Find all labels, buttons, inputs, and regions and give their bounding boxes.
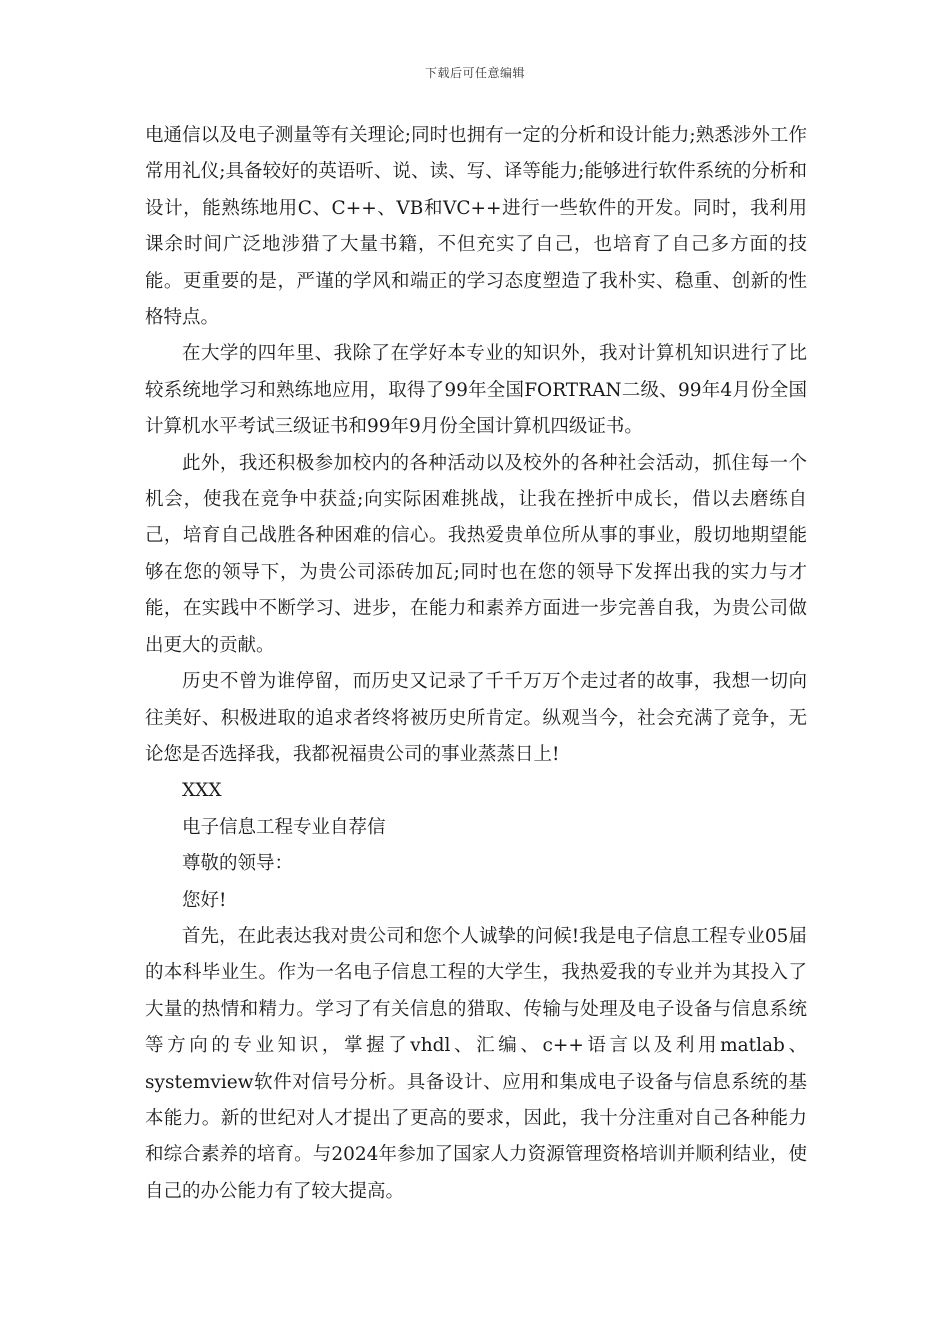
letter-title: 电子信息工程专业自荐信 xyxy=(182,816,386,838)
greeting: 您好! xyxy=(182,889,227,911)
signature: XXX xyxy=(182,780,222,802)
paragraph-activities: 此外，我还积极参加校内的各种活动以及校外的各种社会活动，抓住每一个机会，使我在竞争中获益;向实际困难挑战，让我在挫折中成长，借以去磨练自己，培育自己战胜各种困难的信心。我热爱贵单位所从事的事业，殷切地期望能够在您的领导下，为贵公司添砖加瓦;同时也在您的领导下发挥出我的实力与才能，在实践中不断学习、进步，在能力和素养方面进一步完善自我，为贵公司做出更大的贡献。 xyxy=(145,452,807,656)
salutation: 尊敬的领导： xyxy=(182,853,294,875)
paragraph-introduction: 首先，在此表达我对贵公司和您个人诚挚的问候!我是电子信息工程专业05届的本科毕业生。作为一名电子信息工程的大学生，我热爱我的专业并为其投入了大量的热情和精力。学习了有关信息的猎取、传输与处理及电子设备与信息系统等方向的专业知识，掌握了vhdl、汇编、c++语言以及利用matlab、systemview软件对信号分析。具备设计、应用和集成电子设备与信息系统的基本能力。新的世纪对人才提出了更高的要求，因此，我十分注重对自己各种能力和综合素养的培育。与2024年参加了国家人力资源管理资格培训并顺利结业，使自己的办公能力有了较大提高。 xyxy=(145,925,807,1202)
document-body xyxy=(145,118,807,1210)
paragraph-university-study: 在大学的四年里、我除了在学好本专业的知识外，我对计算机知识进行了比较系统地学习和熟练地应用，取得了99年全国FORTRAN二级、99年4月份全国计算机水平考试三级证书和99年9月份全国计算机四级证书。 xyxy=(145,343,807,438)
page-header: 下载后可任意编辑 xyxy=(424,66,525,80)
paragraph-closing: 历史不曾为谁停留，而历史又记录了千千万万个走过者的故事，我想一切向往美好、积极进取的追求者终将被历史所肯定。纵观当今，社会充满了竞争，无论您是否选择我，我都祝福贵公司的事业蒸蒸日上! xyxy=(145,671,807,765)
paragraph-continuation: 电通信以及电子测量等有关理论;同时也拥有一定的分析和设计能力;熟悉涉外工作常用礼仪;具备较好的英语听、说、读、写、译等能力;能够进行软件系统的分析和设计，能熟练地用C、C++、VB和VC++进行一些软件的开发。同时，我利用课余时间广泛地涉猎了大量书籍，不但充实了自己，也培育了自己多方面的技能。更重要的是，严谨的学风和端正的学习态度塑造了我朴实、稳重、创新的性格特点。 xyxy=(145,125,807,329)
